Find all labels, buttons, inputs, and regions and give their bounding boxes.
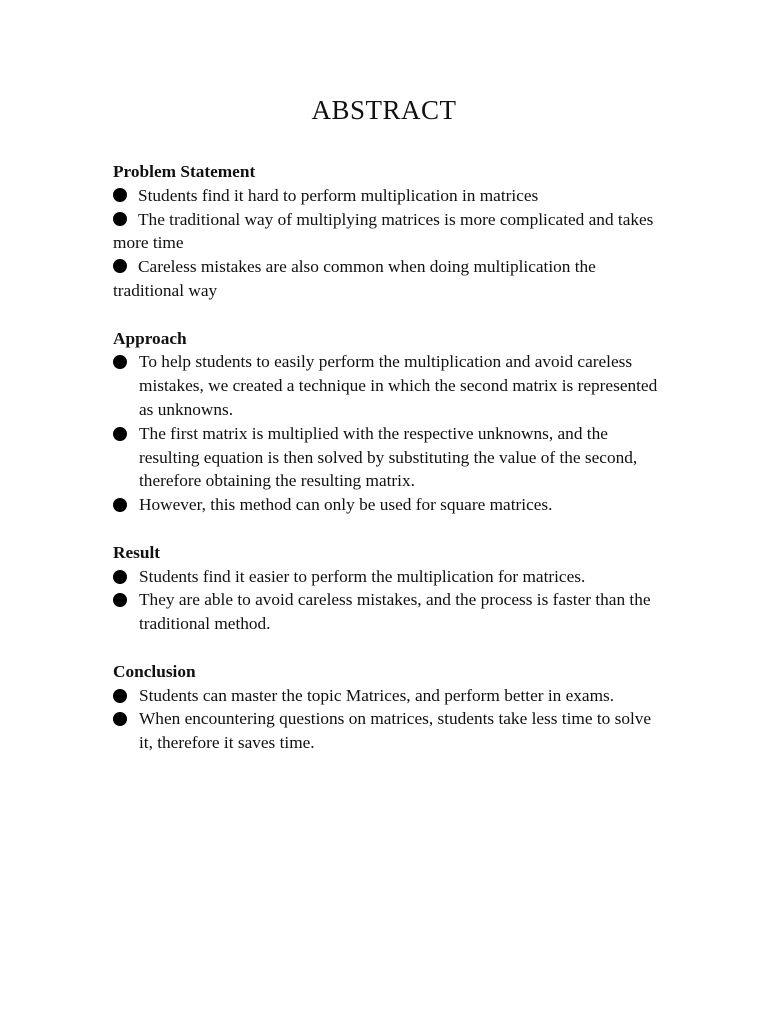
bullet-icon <box>113 498 127 512</box>
list-item-text: They are able to avoid careless mistakes, and the process is faster than the traditional method. <box>139 590 651 634</box>
section-result <box>113 541 658 636</box>
bullet-icon <box>113 212 127 226</box>
list-item-text: The traditional way of multiplying matrices is more complicated and takes more time <box>113 209 654 253</box>
list-item-text: Careless mistakes are also common when doing multiplication the traditional way <box>113 257 596 300</box>
bullet-icon <box>113 355 127 369</box>
list-item-text: The first matrix is multiplied with the respective unknowns, and the resulting equation is then solved by substituting the value of the second, therefore obtaining the resulting matrix. <box>139 423 638 491</box>
bullet-icon <box>113 427 127 441</box>
bullet-icon <box>113 570 127 584</box>
section-heading: Approach <box>113 328 187 348</box>
list-item <box>113 493 658 517</box>
list-item <box>113 184 658 208</box>
bullet-list <box>113 350 658 517</box>
section-heading: Result <box>113 542 161 562</box>
bullet-list <box>113 684 658 755</box>
bullet-icon <box>113 188 127 202</box>
list-item <box>113 588 658 636</box>
section-approach <box>113 327 658 517</box>
list-item-text: Students find it easier to perform the multiplication for matrices. <box>139 566 586 586</box>
list-item <box>113 350 658 421</box>
bullet-icon <box>113 712 127 726</box>
list-item-text: When encountering questions on matrices, students take less time to solve it, therefore it saves time. <box>139 709 652 753</box>
list-item <box>113 684 658 708</box>
bullet-icon <box>113 259 127 273</box>
section-heading: Problem Statement <box>113 162 256 181</box>
list-item-text: To help students to easily perform the multiplication and avoid careless mistakes, we created a technique in which the second matrix is represented as unknowns. <box>139 352 658 419</box>
list-item <box>113 208 658 256</box>
section-heading: Conclusion <box>113 661 196 681</box>
page-title: ABSTRACT <box>311 95 457 125</box>
list-item <box>113 565 658 589</box>
list-item <box>113 422 658 493</box>
section-conclusion <box>113 660 658 755</box>
bullet-icon <box>113 689 127 703</box>
section-problem-statement <box>113 160 658 303</box>
list-item <box>113 707 658 755</box>
bullet-icon <box>113 593 127 607</box>
list-item-text: Students can master the topic Matrices, and perform better in exams. <box>139 685 615 705</box>
list-item-text: Students find it hard to perform multiplication in matrices <box>138 185 539 205</box>
list-item <box>113 255 658 303</box>
list-item-text: However, this method can only be used for square matrices. <box>139 495 553 515</box>
bullet-list <box>113 565 658 636</box>
abstract-body <box>113 160 658 779</box>
